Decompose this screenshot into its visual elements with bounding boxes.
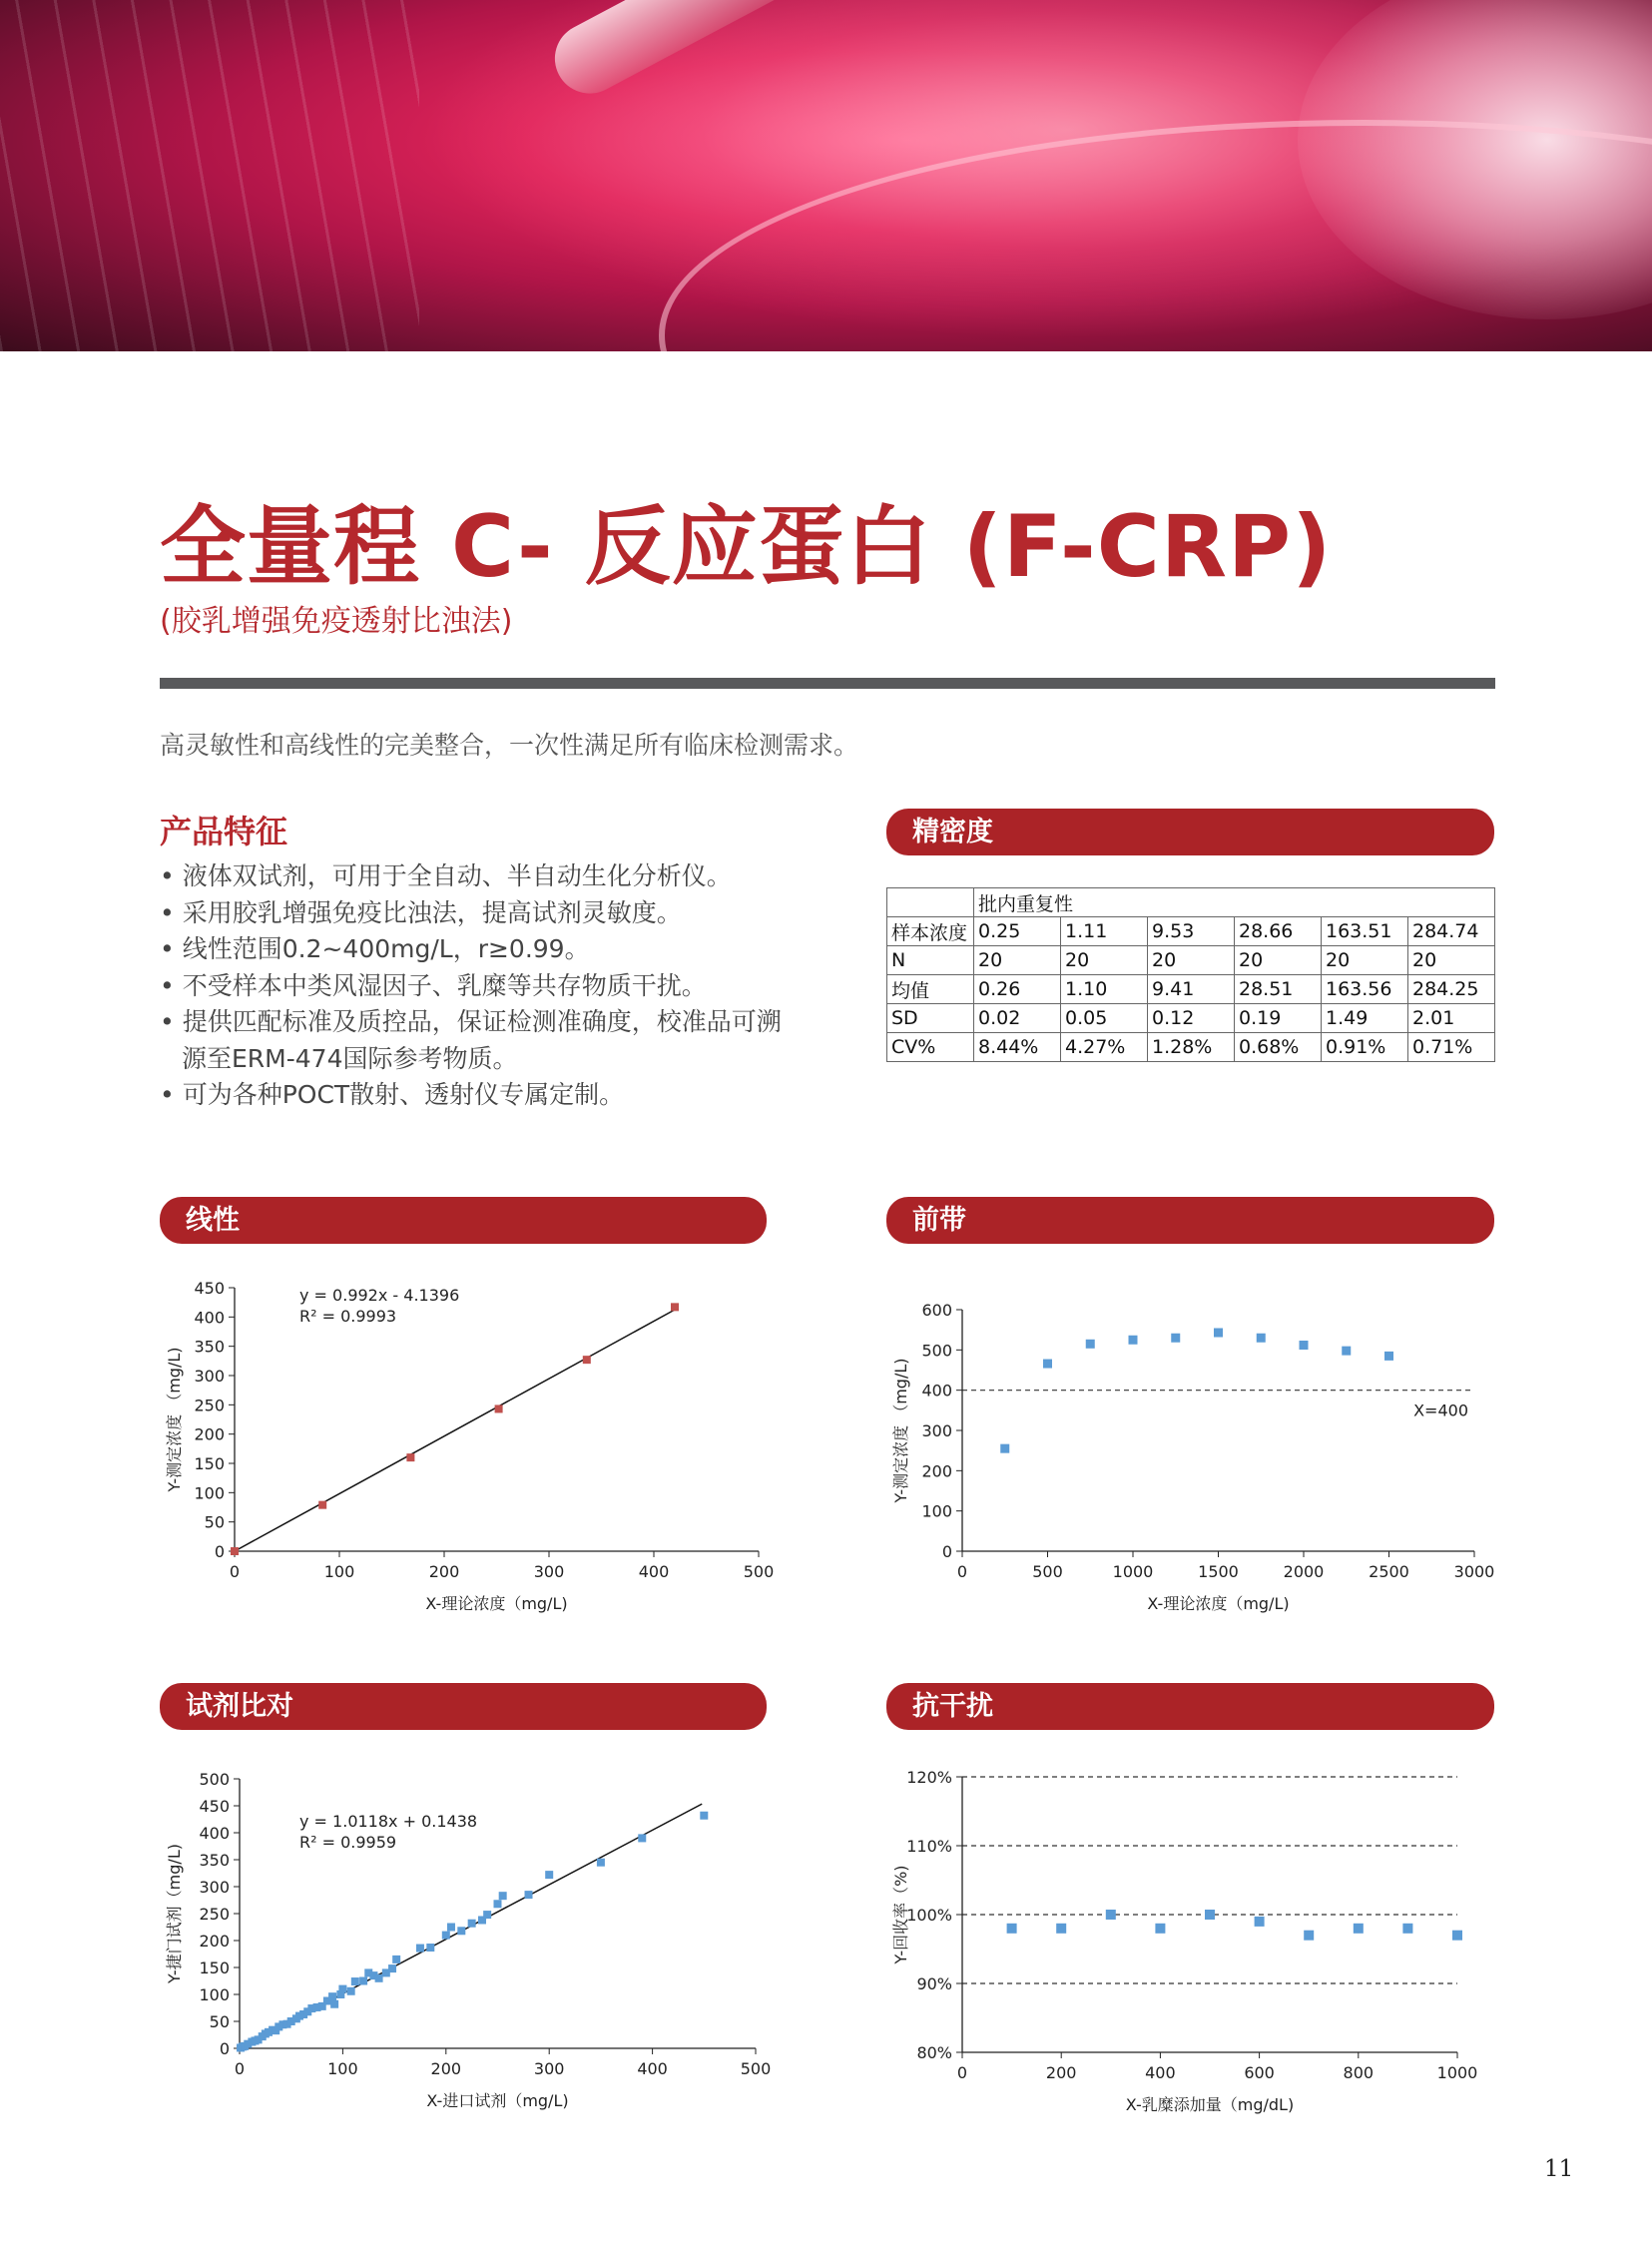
y-tick-label: 50 [204,1512,225,1532]
x-tick-label: 0 [956,1562,968,1581]
title-divider [160,678,1495,689]
trendline [235,1310,675,1551]
data-point [351,1977,359,1985]
y-tick-label: 350 [199,1851,230,1870]
table-cell: 0.26 [974,975,1061,1004]
data-point [1171,1334,1180,1343]
x-tick-label: 300 [533,2059,565,2078]
intro-text: 高灵敏性和高线性的完美整合，一次性满足所有临床检测需求。 [160,731,859,760]
table-header-row [887,888,1495,917]
reference-line-label: X=400 [1413,1401,1468,1420]
data-point [1255,1917,1265,1927]
prozone-chart [886,1288,1505,1627]
table-cell: 20 [1061,946,1148,975]
x-tick-label: 200 [1045,2063,1077,2082]
y-axis-label: Y-测定浓度 （mg/L) [165,1347,184,1492]
feature-item: • 线性范围0.2~400mg/L，r≥0.99。 [160,931,799,968]
data-point [375,1974,383,1982]
x-tick-label: 500 [1032,1562,1063,1581]
y-tick-label: 300 [199,1878,230,1897]
table-cell: 1.11 [1061,917,1148,946]
y-tick-label: 500 [199,1770,230,1789]
table-cell: 20 [1235,946,1322,975]
y-tick-label: 100 [194,1483,225,1503]
y-axis-label: Y-回收率（%) [891,1865,910,1964]
features-list [160,858,799,1114]
data-point [416,1945,424,1953]
table-cell: 0.02 [974,1004,1061,1033]
table-cell: 9.53 [1148,917,1235,946]
table-row [887,1033,1495,1062]
data-point [1155,1924,1165,1934]
x-axis-label: X-进口试剂（mg/L) [426,2091,569,2110]
linearity-chart [160,1268,779,1617]
data-point [483,1911,491,1919]
data-point [525,1891,533,1899]
table-cell: 1.28% [1148,1033,1235,1062]
y-tick-label: 250 [194,1396,225,1415]
feature-item: • 采用胶乳增强免疫比浊法，提高试剂灵敏度。 [160,895,799,932]
y-tick-label: 400 [199,1824,230,1843]
data-point [347,1987,355,1995]
x-tick-label: 800 [1343,2063,1375,2082]
x-tick-label: 400 [1145,2063,1176,2082]
data-point [1452,1931,1462,1941]
table-row [887,946,1495,975]
table-cell: 0.71% [1408,1033,1495,1062]
x-tick-label: 600 [1244,2063,1275,2082]
feature-item: • 可为各种POCT散射、透射仪专属定制。 [160,1077,799,1114]
x-tick-label: 500 [740,2059,772,2078]
data-point [597,1859,605,1867]
y-tick-label: 200 [921,1461,952,1481]
equation-annotation: R² = 0.9993 [299,1307,397,1326]
x-tick-label: 3000 [1453,1562,1495,1581]
y-tick-label: 450 [199,1797,230,1816]
table-cell: 284.74 [1408,917,1495,946]
x-tick-label: 0 [956,2063,968,2082]
precision-table-body [887,917,1495,1062]
table-cell: 0.12 [1148,1004,1235,1033]
x-tick-label: 1000 [1436,2063,1478,2082]
table-group-header: 批内重复性 [974,888,1495,917]
y-tick-label: 600 [921,1301,952,1320]
data-point [330,2000,338,2008]
y-tick-label: 50 [209,2012,230,2031]
table-row-label: N [887,946,974,975]
y-tick-label: 150 [194,1454,225,1473]
data-point [1129,1336,1138,1345]
table-cell: 20 [1148,946,1235,975]
data-point [499,1892,507,1900]
y-tick-label: 100% [906,1906,952,1925]
x-tick-label: 300 [533,1562,565,1581]
hero-banner-image [0,0,1652,351]
precision-table [886,887,1495,1062]
data-point [1304,1931,1314,1941]
feature-item: • 提供匹配标准及质控品，保证检测准确度，校准品可溯源至ERM-474国际参考物质。 [160,1004,799,1077]
data-point [1043,1360,1052,1369]
table-cell: 20 [1408,946,1495,975]
y-tick-label: 500 [921,1341,952,1361]
y-tick-label: 250 [199,1905,230,1924]
data-point [1342,1347,1351,1356]
precision-heading: 精密度 [886,809,1494,855]
table-cell: 0.91% [1322,1033,1408,1062]
feature-item: • 液体双试剂，可用于全自动、半自动生化分析仪。 [160,858,799,895]
x-axis-label: X-理论浓度（mg/L) [1147,1594,1290,1613]
y-tick-label: 200 [194,1424,225,1444]
y-tick-label: 450 [194,1279,225,1298]
x-tick-label: 1500 [1198,1562,1239,1581]
page-title: 全量程 C- 反应蛋白 (F-CRP) [160,497,1333,597]
y-tick-label: 90% [916,1974,952,1993]
feature-item: • 不受样本中类风湿因子、乳糜等共存物质干扰。 [160,968,799,1005]
linearity-heading: 线性 [160,1197,767,1244]
x-tick-label: 400 [637,2059,668,2078]
table-cell: 1.10 [1061,975,1148,1004]
data-point [671,1303,679,1311]
x-tick-label: 500 [743,1562,775,1581]
x-tick-label: 0 [234,2059,246,2078]
data-point [1384,1352,1393,1361]
y-tick-label: 300 [921,1421,952,1440]
table-cell: 28.66 [1235,917,1322,946]
data-point [1000,1444,1009,1453]
table-cell: 1.49 [1322,1004,1408,1033]
data-point [1007,1924,1017,1934]
y-tick-label: 400 [194,1308,225,1328]
table-cell: 163.56 [1322,975,1408,1004]
x-tick-label: 200 [430,2059,462,2078]
data-point [447,1924,455,1932]
equation-annotation: R² = 0.9959 [299,1833,397,1852]
page-number: 11 [1544,2156,1574,2182]
x-tick-label: 2000 [1283,1562,1325,1581]
table-row [887,917,1495,946]
x-tick-label: 100 [323,1562,355,1581]
prozone-heading: 前带 [886,1197,1494,1244]
equation-annotation: y = 0.992x - 4.1396 [299,1286,460,1305]
data-point [494,1900,502,1908]
y-tick-label: 0 [941,1542,952,1561]
y-tick-label: 150 [199,1959,230,1977]
y-tick-label: 110% [906,1837,952,1856]
data-point [700,1812,708,1820]
data-point [328,1992,336,2000]
table-cell: 2.01 [1408,1004,1495,1033]
table-cell: 8.44% [974,1033,1061,1062]
data-point [495,1404,503,1412]
page-subtitle: (胶乳增强免疫透射比浊法) [160,604,513,639]
data-point [1086,1340,1095,1349]
table-cell: 28.51 [1235,975,1322,1004]
data-point [583,1356,591,1364]
table-row-label: 样本浓度 [887,917,974,946]
data-point [426,1944,434,1952]
table-row [887,975,1495,1004]
table-cell: 284.25 [1408,975,1495,1004]
table-cell: 4.27% [1061,1033,1148,1062]
data-point [1205,1910,1215,1920]
y-tick-label: 120% [906,1768,952,1787]
data-point [318,1501,326,1509]
x-tick-label: 100 [327,2059,358,2078]
data-point [1402,1924,1412,1934]
table-cell: 0.25 [974,917,1061,946]
table-row-label: SD [887,1004,974,1033]
table-row [887,1004,1495,1033]
data-point [231,1547,239,1555]
table-cell: 0.68% [1235,1033,1322,1062]
table-cell: 0.05 [1061,1004,1148,1033]
data-point [1214,1328,1223,1337]
comparison-heading: 试剂比对 [160,1683,767,1730]
data-point [338,1985,346,1993]
data-point [1300,1341,1309,1350]
x-axis-label: X-理论浓度（mg/L) [425,1594,568,1613]
y-tick-label: 350 [194,1337,225,1357]
hero-graph-texture [0,0,419,351]
data-point [1257,1334,1266,1343]
y-tick-label: 400 [921,1381,952,1401]
y-tick-label: 0 [214,1542,225,1561]
x-tick-label: 200 [428,1562,460,1581]
table-row-label: 均值 [887,975,974,1004]
y-tick-label: 100 [921,1501,952,1521]
data-point [1056,1924,1066,1934]
table-cell: 20 [974,946,1061,975]
data-point [442,1932,450,1940]
data-point [545,1871,553,1879]
data-point [359,1977,367,1985]
comparison-chart [160,1765,779,2124]
table-cell: 163.51 [1322,917,1408,946]
table-cell: 20 [1322,946,1408,975]
y-axis-label: Y-测定浓度 （mg/L) [891,1358,910,1503]
y-tick-label: 80% [916,2043,952,2062]
data-point [468,1920,476,1928]
table-corner-cell [887,888,974,917]
y-tick-label: 100 [199,1985,230,2004]
data-point [388,1964,396,1972]
data-point [392,1956,400,1963]
x-axis-label: X-乳糜添加量（mg/dL) [1125,2095,1295,2114]
table-cell: 9.41 [1148,975,1235,1004]
x-tick-label: 2500 [1369,1562,1409,1581]
data-point [406,1453,414,1461]
data-point [1354,1924,1364,1934]
x-tick-label: 0 [229,1562,241,1581]
data-point [457,1927,465,1935]
interference-chart [886,1765,1505,2124]
y-tick-label: 0 [219,2039,230,2058]
equation-annotation: y = 1.0118x + 0.1438 [299,1812,478,1831]
y-tick-label: 300 [194,1367,225,1386]
x-tick-label: 1000 [1112,1562,1154,1581]
features-heading: 产品特征 [160,813,288,850]
y-axis-label: Y-捷门试剂（mg/L) [165,1844,184,1983]
interference-heading: 抗干扰 [886,1683,1494,1730]
data-point [638,1834,646,1842]
table-cell: 0.19 [1235,1004,1322,1033]
y-tick-label: 200 [199,1932,230,1951]
table-row-label: CV% [887,1033,974,1062]
x-tick-label: 400 [638,1562,670,1581]
data-point [1106,1910,1116,1920]
